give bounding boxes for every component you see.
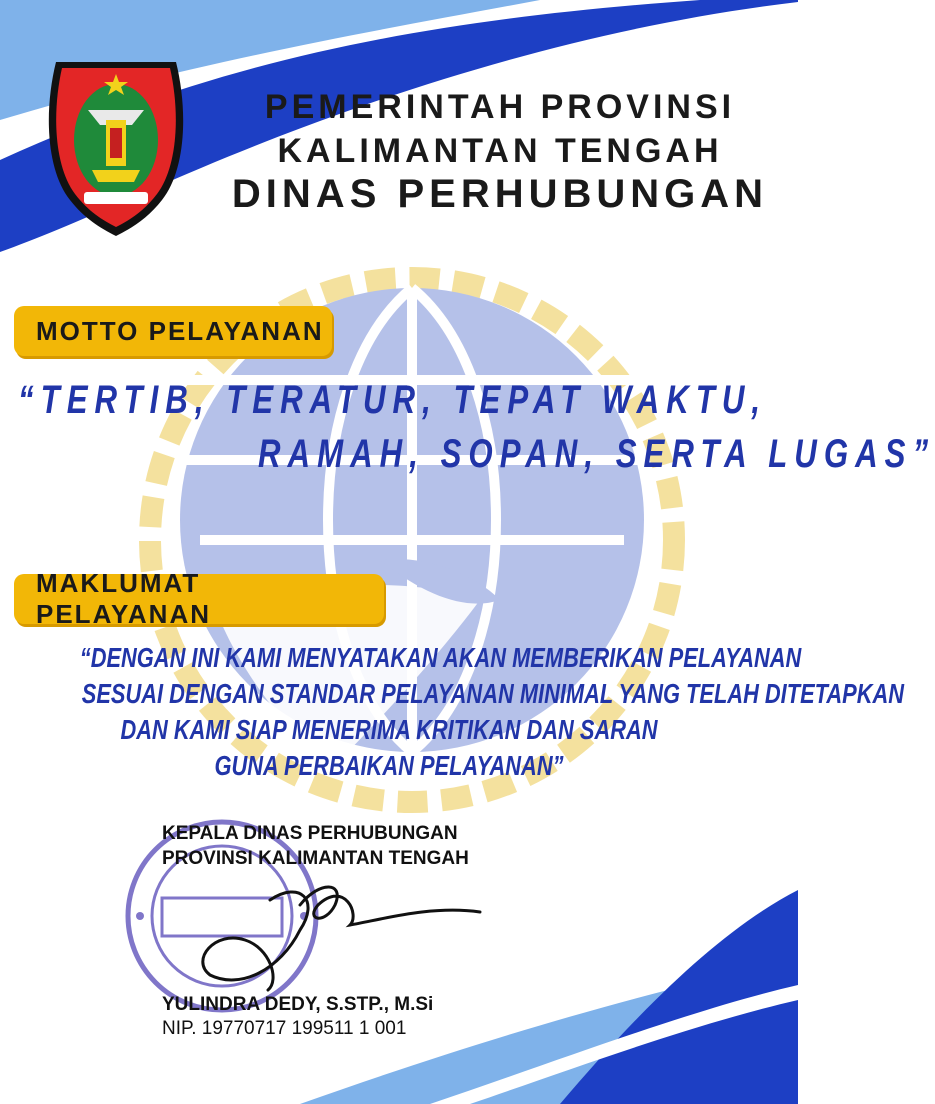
maklumat-line-1: “DENGAN INI KAMI MENYATAKAN AKAN MEMBERIKAN PELAYANAN <box>79 642 802 673</box>
signatory-nip: NIP. 19770717 199511 1 001 <box>162 1018 407 1039</box>
signatory-title-line-1: KEPALA DINAS PERHUBUNGAN <box>162 823 458 844</box>
maklumat-label: MAKLUMAT PELAYANAN <box>14 574 384 624</box>
motto-line-2: RAMAH, SOPAN, SERTA LUGAS” <box>258 432 935 476</box>
maklumat-line-2: SESUAI DENGAN STANDAR PELAYANAN MINIMAL YANG TELAH DITETAPKAN <box>81 678 905 709</box>
handwritten-signature <box>203 887 480 990</box>
header-line-3: DINAS PERHUBUNGAN <box>231 172 769 216</box>
header-line-1: PEMERINTAH PROVINSI <box>264 88 736 126</box>
signatory-title-line-2: PROVINSI KALIMANTAN TENGAH <box>162 848 469 869</box>
header-line-2: KALIMANTAN TENGAH <box>277 132 723 170</box>
motto-label: MOTTO PELAYANAN <box>14 306 332 356</box>
motto-line-1: “TERTIB, TERATUR, TEPAT WAKTU, <box>18 378 768 422</box>
maklumat-line-4: GUNA PERBAIKAN PELAYANAN” <box>214 750 564 781</box>
signatory-name: YULINDRA DEDY, S.STP., M.Si <box>162 994 434 1015</box>
maklumat-line-3: DAN KAMI SIAP MENERIMA KRITIKAN DAN SARAN <box>120 714 658 745</box>
